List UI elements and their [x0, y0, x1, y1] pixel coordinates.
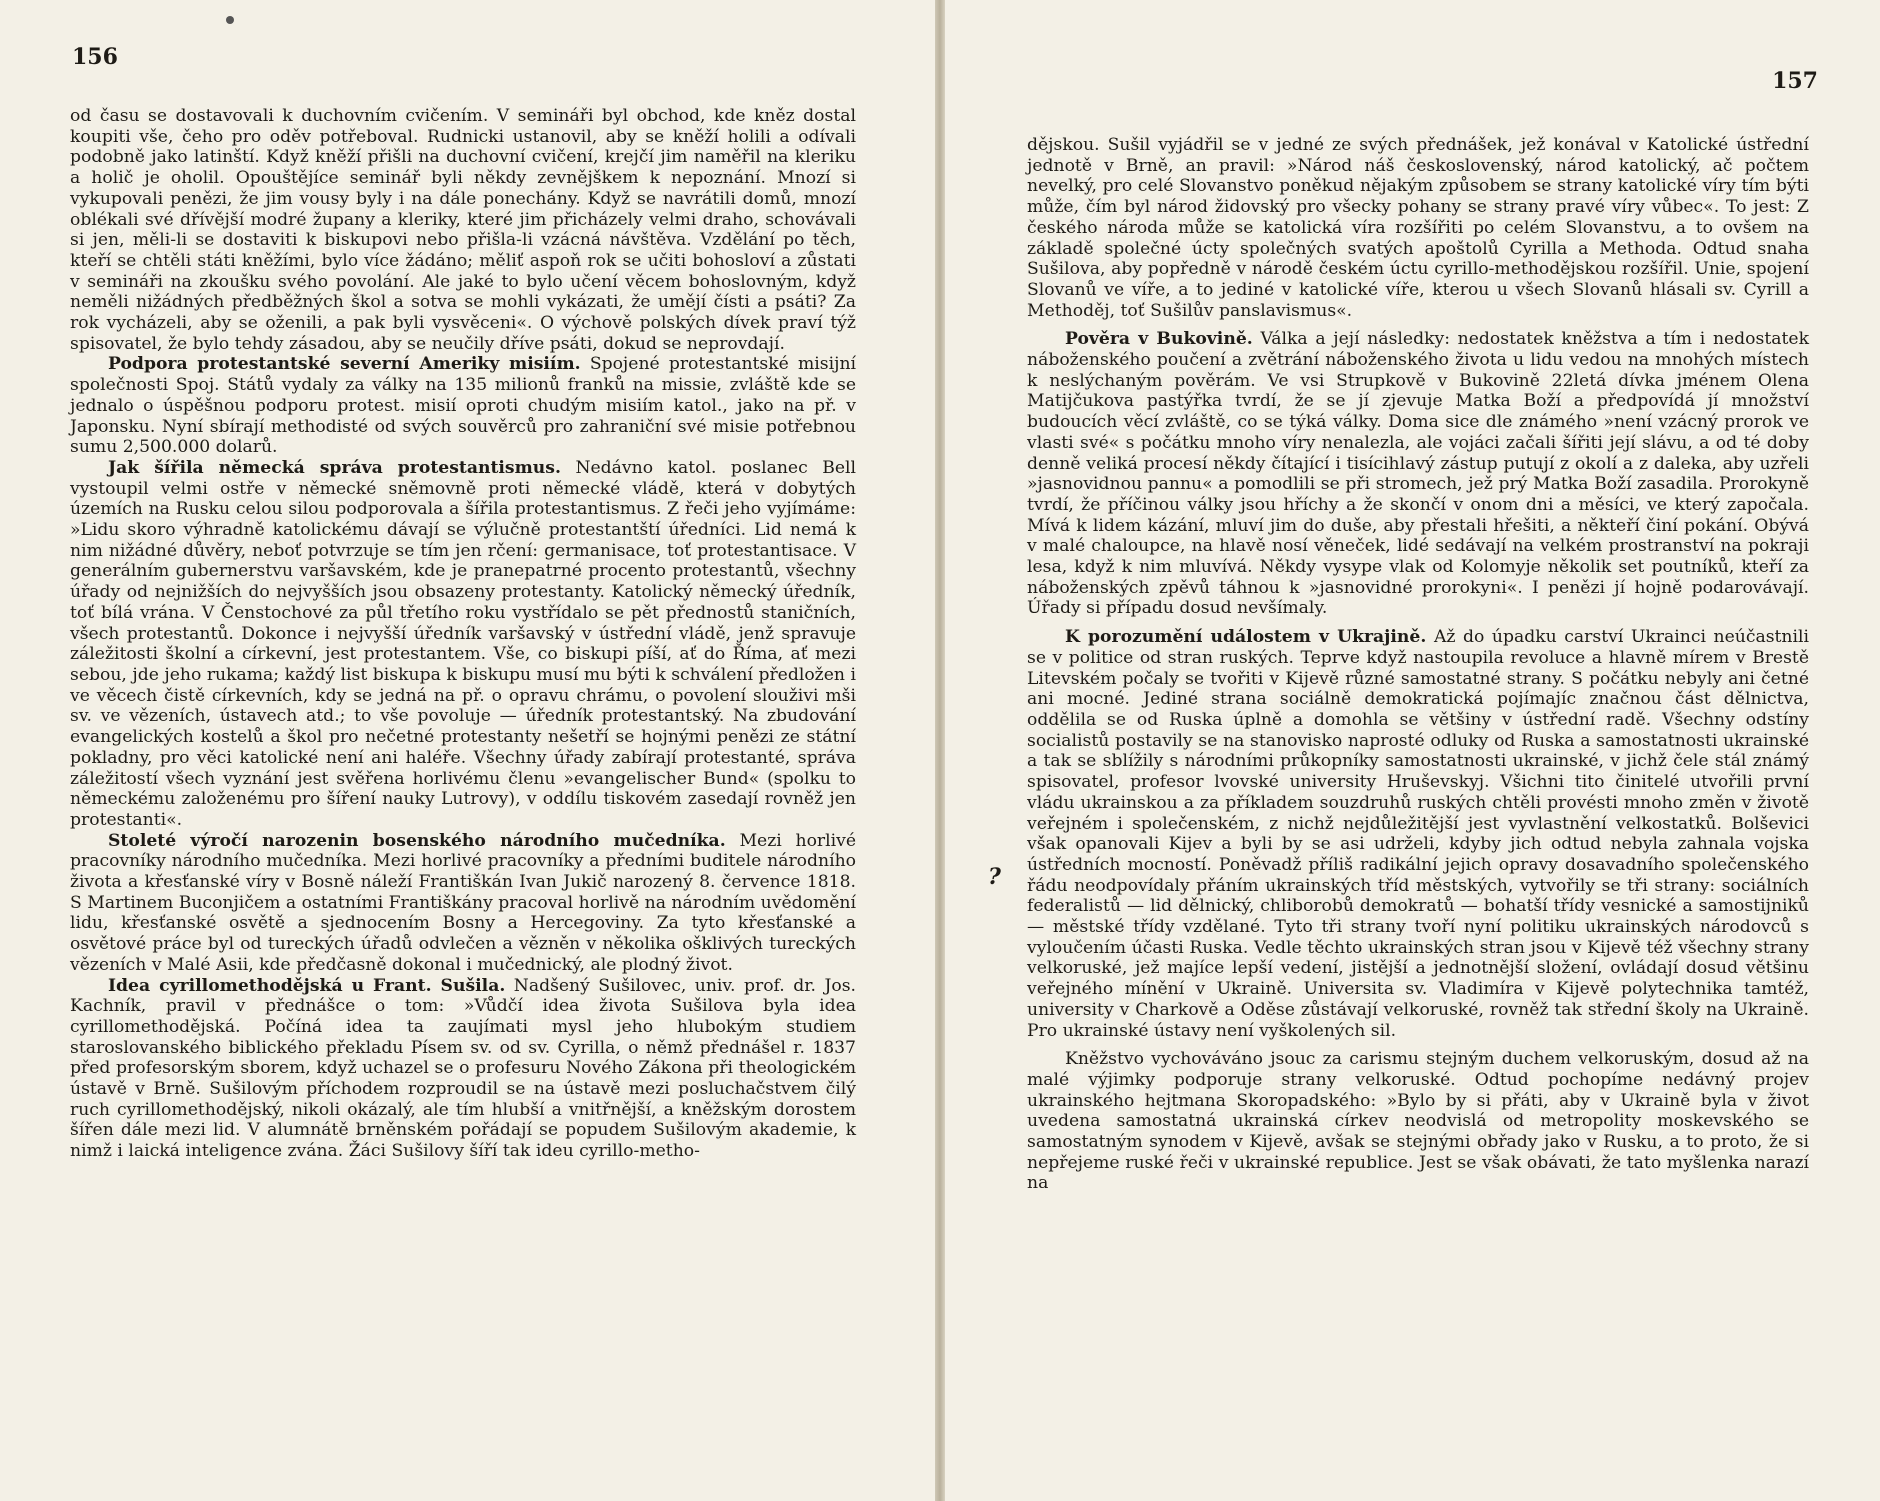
- page-number-right: 157: [1772, 68, 1818, 94]
- paragraph: [1027, 1049, 1809, 1194]
- paragraph: [70, 458, 856, 831]
- section-heading: Jak šířila německá správa protestantismus.: [108, 457, 561, 478]
- book-gutter: [935, 0, 945, 1501]
- page-number-left: 156: [72, 44, 118, 70]
- paragraph: [1027, 329, 1809, 619]
- margin-mark: ?: [988, 864, 1001, 890]
- section-heading: Stoleté výročí narozenin bosenského národního mučedníka.: [108, 830, 726, 851]
- ink-dot: [226, 16, 234, 24]
- section-heading: Pověra v Bukovině.: [1065, 329, 1253, 350]
- paragraph-text: od času se dostavovali k duchovním cvičením. V semináři byl obchod, kde kněz dostal koupiti vše, čeho pro oděv potřeboval. Rudnicki ustanovil, aby se kněží holili a odívali podobně jako latinští. Když kněží přišli na duchovní cvičení, krejčí jim naměřil na kleriku a holič je oholil. Opouštějíce seminář byli někdy zevnějškem k nepoznání. Mnozí si vykupovali penězi, že jim vousy byly i na dále ponechány. Když se navrátili domů, mnozí oblékali své dřívější modré župany a kleriky, které jim přicházely velmi draho, schovávali si jen, měli-li se dostaviti k biskupovi nebo přišla-li vzácná návštěva. Vzdělání po těch, kteří se chtěli státi kněžími, bylo více žádáno; měliť aspoň rok se učiti bohosloví a zůstati v semináři na zkoušku svého povolání. Ale jaké to bylo učení věcem bohoslovným, když neměli nižádných předběžných škol a sotva se mohli vykázati, že umějí čísti a psáti? Za rok vycházeli, aby se oženili, a pak byli vysvěceni«. O výchově polských dívek praví týž spisovatel, že bylo tehdy zásadou, aby se neučily dříve psáti, dokud se neprovdají.: [70, 106, 856, 354]
- paragraph-text: Nedávno katol. poslanec Bell vystoupil velmi ostře v německé sněmovně proti německé vládě, která v dobytých územích na Rusku celou silou podporovala a šířila protestantismus. Z řeči jeho vyjímáme: »Lidu skoro výhradně katolickému dávají se výlučně protestantští úředníci. Lid nemá k nim nižádné důvěry, neboť potvrzuje se tím jen rčení: germanisace, toť protestantisace. V generálním gubernerstvu varšavském, kde je pranepatrné procento protestantů, všechny úřady od nejnižších do nejvyšších jsou obsazeny protestanty. Katolický německý úředník, toť bílá vrána. V Čenstochové za půl třetího roku vystřídalo se pět přednostů staničních, všech protestantů. Dokonce i nejvyšší úředník varšavský v ústřední vládě, jenž spravuje záležitosti školní a církevní, jest protestantem. Vše, co biskupi píší, ať do Říma, ať mezi sebou, jde jeho rukama; každý list biskupa k biskupu musí mu býti k schválení předložen i ve věcech čistě církevních, kdy se jedná na př. o opravu chrámu, o povolení slouživi mši sv. ve vězeních, ústavech atd.; to vše povoluje — úředník protestantský. Na zbudování evangelických kostelů a škol pro nečetné protestanty nešetří se hojnými penězi ze státní pokladny, pro věci katolické není ani haléře. Všechny úřady zabírají protestanté, správa záležitostí všech vyznání jest svěřena horlivému členu »evangelischer Bund« (spolku to německému založenému pro šíření nauky Lutrovy), v oddílu tiskovém zasedají rovněž jen protestanti«.: [70, 457, 856, 830]
- section-heading: Idea cyrillomethodějská u Frant. Sušila.: [108, 975, 506, 996]
- paragraph-text: dějskou. Sušil vyjádřil se v jedné ze svých přednášek, jež konával v Katolické ústřední jednotě v Brně, an pravil: »Národ náš československý, národ katolický, ač počtem nevelký, pro celé Slovanstvo poněkud nějakým způsobem se strany katolické víry tím býti může, čím byl národ židovský pro všecky pohany se strany pravé víry vůbec«. To jest: Z českého národa může se katolická víra rozšířiti po celém Slovanstvu, a to ovšem na základě společné úcty společných svatých apoštolů Cyrilla a Methoda. Odtud snaha Sušilova, aby popředně v národě českém úctu cyrillo-methodějskou rozšířil. Unie, spojení Slovanů ve víře, a to jediné v katolické víře, kterou u všech Slovanů hlásali sv. Cyrill a Methoděj, toť Sušilův panslavismus«.: [1027, 135, 1809, 321]
- right-column: [1027, 135, 1809, 1194]
- paragraph-text: Kněžstvo vychováváno jsouc za carismu stejným duchem velkoruským, dosud až na malé výjimky podporuje strany velkoruské. Odtud pochopíme nedávný projev ukrainského hejtmana Skoropadského: »Bylo by si přáti, aby v Ukraině byla v život uvedena samostatná ukrainská církev neodvislá od metropolity moskevského se samostatným synodem v Kijevě, avšak se stejnými obřady jako v Rusku, a to proto, že si nepřejeme ruské řeči v ukrainské republice. Jest se však obávati, že tato myšlenka narazí na: [1027, 1049, 1809, 1194]
- left-page: [0, 0, 935, 1501]
- paragraph-text: Válka a její následky: nedostatek kněžstva a tím i nedostatek náboženského poučení a zvětrání náboženského života u lidu vedou na mnohých místech k neslýchaným pověrám. Ve vsi Strupkově v Bukovině 22letá dívka jménem Olena Matijčukova pastýřka tvrdí, že se jí zjevuje Matka Boží a předpovídá jí množství budoucích věcí zvláště, co se týká války. Doma sice dle známého »není vzácný prorok ve vlasti své« s počátku mnoho víry nenalezla, ale vojáci začali šířiti její slávu, a od té doby denně veliká procesí někdy čítající i tisícihlavý zástup putují z okolí a z daleka, aby uzřeli »jasnovidnou pannu« a pomodlili se při stromech, jež prý Matka Boží zasadila. Prorokyně tvrdí, že příčinou války jsou hříchy a že skončí v onom dni a měsíci, ve který započala. Mívá k lidem kázání, mluví jim do duše, aby přestali hřešiti, a někteří činí pokání. Obývá v malé chaloupce, na hlavě nosí věneček, lidé sedávají na velkém prostranství na pokraji lesa, když k nim mluvívá. Někdy vysype vlak od Kolomyje několik set poutníků, kteří za náboženských zpěvů táhnou k »jasnovidné prorokyni«. I penězi jí hojně podarovávají. Úřady si případu dosud nevšímaly.: [1027, 329, 1810, 619]
- left-column: [70, 106, 856, 1162]
- paragraph-text: Nadšený Sušilovec, univ. prof. dr. Jos. Kachník, pravil v přednášce o tom: »Vůdčí idea života Sušilova byla idea cyrillomethodějská. Počíná idea ta zaujímati mysl jeho hlubokým studiem staroslovanského biblického překladu Písem sv. od sv. Cyrilla, o němž přednášel r. 1837 před profesorským sborem, když uchazel se o profesuru Nového Zákona při theologickém ústavě v Brně. Sušilovým příchodem rozproudil se na ústavě mezi posluchačstvem čilý ruch cyrillomethodějský, nikoli okázalý, ale tím hlubší a vnitřnější, a kněžským dorostem šířen dále mezi lid. V alumnátě brněnském pořádají se popudem Sušilovým akademie, k nimž i laická inteligence zvána. Žáci Sušilovy šíří tak ideu cyrillo-metho-: [70, 975, 856, 1162]
- section-heading: Podpora protestantské severní Ameriky misiím.: [108, 354, 581, 375]
- right-page: [945, 0, 1880, 1501]
- paragraph-text: Až do úpadku carství Ukrainci neúčastnili se v politice od stran ruských. Teprve když nastoupila revoluce a hlavně mírem v Brestě Litevském počaly se tvořiti v Kijevě různé samostatné strany. S počátku nebyly ani četné ani mocné. Jediné strana sociálně demokratická pojímajíc značnou část dělnictva, oddělila se od Ruska úplně a domohla se většiny v ústřední radě. Všechny odstíny socialistů postavily se na stanovisko naprosté odluky od Ruska a samostatnosti ukrainské a tak se sblížily s národními průkopníky samostatnosti ukrainské, v jichž čele stál známý spisovatel, profesor lvovské university Hruševskyj. Všichni tito činitelé utvořili první vládu ukrainskou a za příkladem souzdruhů ruských chtěli provésti mnoho změn v životě veřejném i společenském, z nichž nejdůležitější jest vyvlastnění velkostatků. Bolševici však opanovali Kijev a byli by se asi udrželi, kdyby jich odtud nebyla zahnala vojska ústředních mocností. Poněvadž příliš radikální jejich opravy dosavadního společenského řádu neodpovídaly přáním ukrainských tříd městských, vytvořily se tři strany: sociálních federalistů — lid dělnický, chliborobů demokratů — bohatší třídy vesnické a samostijniků — městské třídy vzdělané. Tyto tři strany tvoří nyní politiku ukrainských národovců s vyloučením účasti Ruska. Vedle těchto ukrainských stran jsou v Kijevě též všechny strany velkoruské, jež majíce lepší vedení, jistější a jednotnější složení, ovládají dosud většinu veřejného mínění v Ukraině. Universita sv. Vladimíra v Kijevě polytechnika tamtéž, university v Charkově a Oděse zůstávají velkoruské, rovněž tak střední školy na Ukraině. Pro ukrainské ústavy není vyškolených sil.: [1027, 627, 1809, 1041]
- paragraph: [70, 831, 856, 976]
- paragraph: [1027, 627, 1809, 1041]
- paragraph: [1027, 135, 1809, 321]
- section-heading: K porozumění událostem v Ukrajině.: [1065, 627, 1427, 648]
- paragraph: [70, 354, 856, 458]
- paragraph: [70, 976, 856, 1162]
- paragraph-text: Mezi horlivé pracovníky národního mučedníka. Mezi horlivé pracovníky a předními buditele národního života a křesťanské víry v Bosně náleží Františkán Ivan Jukič narozený 8. července 1818. S Martinem Buconjičem a ostatními Františkány pracoval horlivě na národním uvědomění lidu, křesťanské osvětě a sjednocením Bosny a Hercegoviny. Za tyto křesťanské a osvětové práce byl od tureckých úřadů odvlečen a vězněn v několika ošklivých tureckých vězeních v Malé Asii, kde předčasně dokonal i mučednický, ale plodný život.: [70, 830, 857, 975]
- paragraph-text: Spojené protestantské misijní společnosti Spoj. Států vydaly za války na 135 milionů franků na missie, zvláště kde se jednalo o úspěšnou podporu protest. misií oproti chudým misiím katol., jako na př. v Japonsku. Nyní sbírají methodisté od svých souvěrců pro zahraniční své misie potřebnou sumu 2,500.000 dolarů.: [70, 354, 857, 458]
- paragraph: [70, 106, 856, 354]
